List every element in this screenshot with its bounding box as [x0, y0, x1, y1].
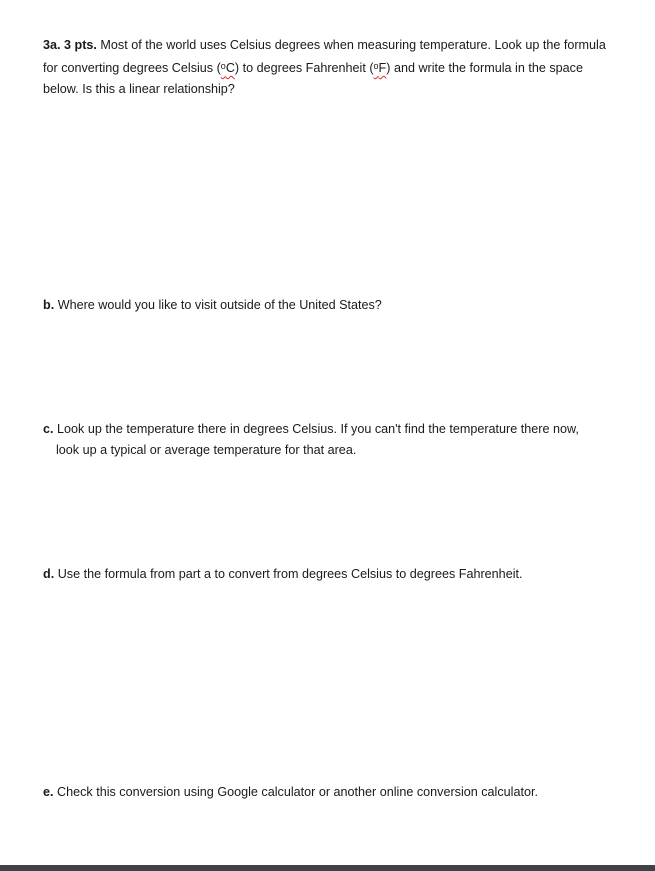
question-c: [43, 419, 618, 461]
question-3a-text-1: Most of the world uses Celsius degrees when measuring temperature. Look up the formula for converting degrees Celsius (: [43, 38, 606, 75]
question-e-text: Check this conversion using Google calculator or another online conversion calculator.: [57, 785, 538, 799]
fahrenheit-unit: $^o$F: [373, 61, 387, 75]
question-3a-label: 3a. 3 pts.: [43, 38, 97, 52]
question-c-label: c.: [43, 422, 54, 436]
question-c-text-line1: Look up the temperature there in degrees Celsius. If you can't find the temperature there now,: [57, 422, 579, 436]
degree-symbol: o: [373, 61, 379, 71]
question-3a-text-2: ) to degrees Fahrenheit (: [234, 61, 374, 75]
question-3a: [43, 35, 618, 100]
question-d: [43, 564, 618, 585]
question-d-label: d.: [43, 567, 55, 581]
degree-symbol: o: [220, 61, 226, 71]
question-d-text: Use the formula from part a to convert from degrees Celsius to degrees Fahrenheit.: [57, 567, 523, 581]
question-3a-text-3: ) and write the formula in the space below. Is this a linear relationship?: [43, 61, 583, 96]
question-c-text-line2: look up a typical or average temperature for that area.: [56, 443, 357, 457]
question-b: [43, 295, 618, 316]
question-e: [43, 782, 618, 803]
question-b-label: b.: [43, 298, 55, 312]
question-b-text: Where would you like to visit outside of the United States?: [57, 298, 382, 312]
question-e-label: e.: [43, 785, 54, 799]
celsius-unit: $^o$C: [220, 61, 235, 75]
bottom-bar: [0, 865, 655, 871]
